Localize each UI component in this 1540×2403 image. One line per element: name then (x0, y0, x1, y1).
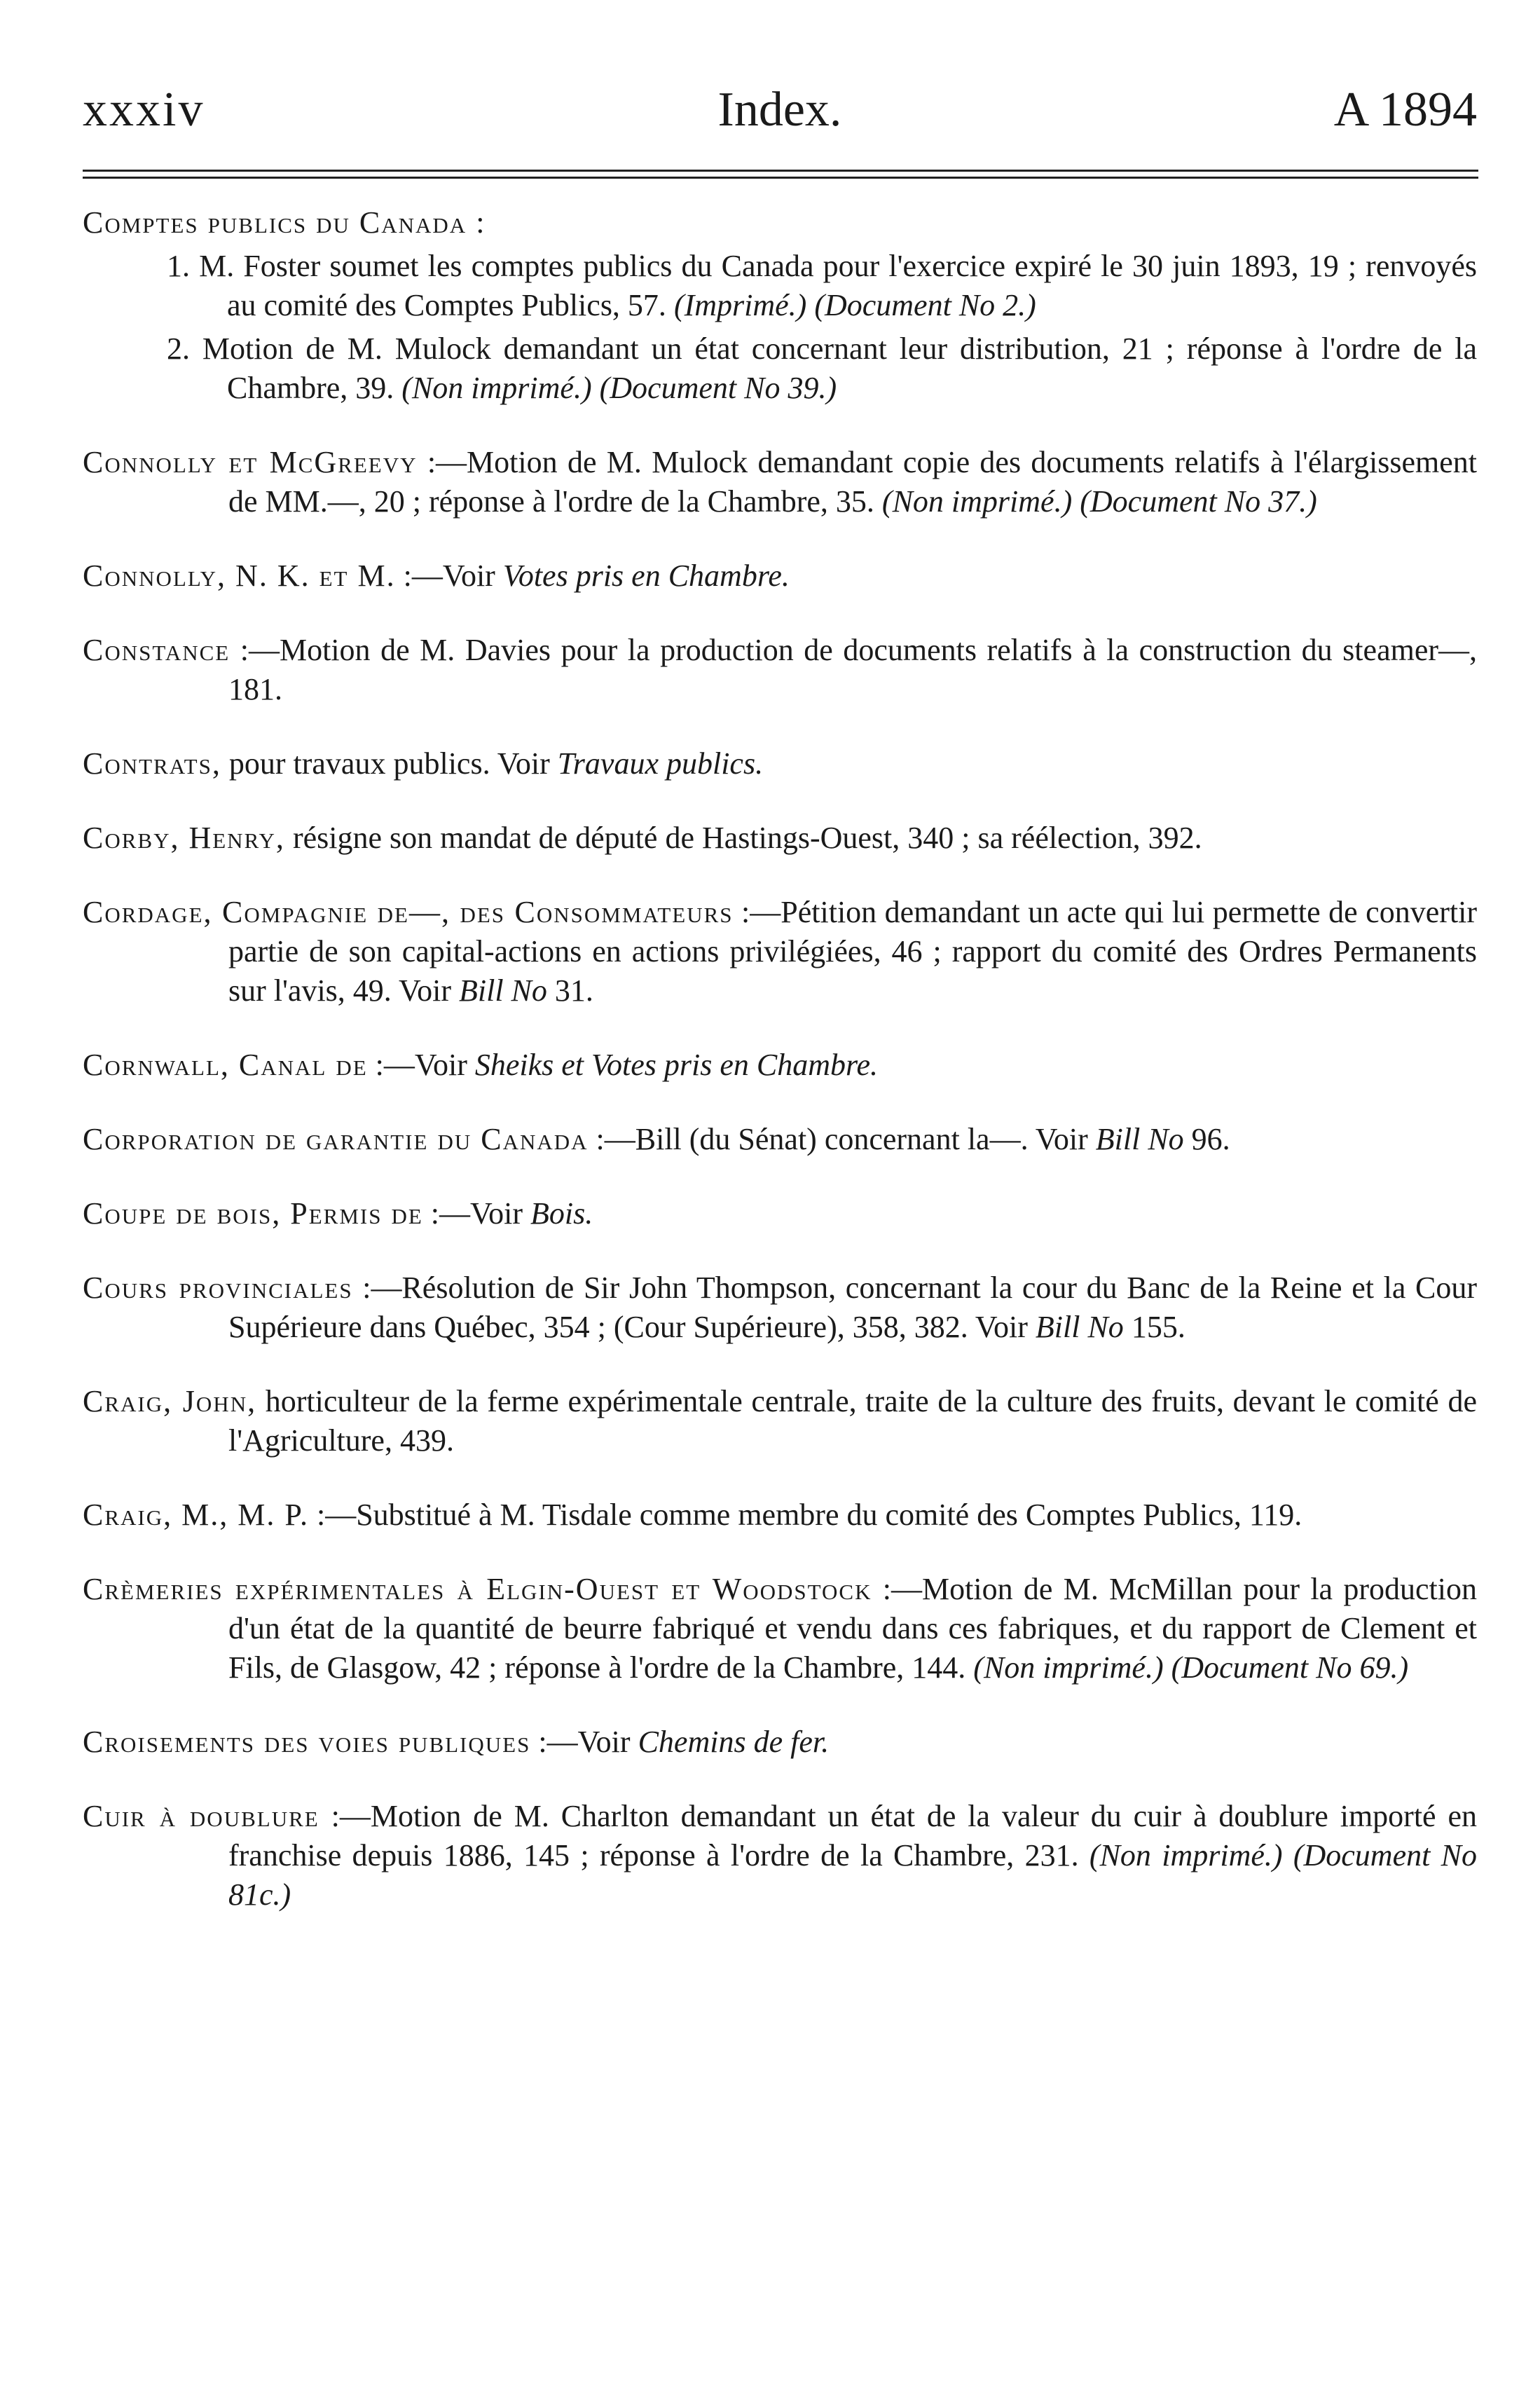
entry-head: Connolly et McGreevy (83, 445, 418, 479)
entry-status: (Non imprimé.) (973, 1650, 1164, 1685)
entry-head: Contrats, (83, 746, 221, 781)
entry-text: :—Voir (422, 1196, 531, 1231)
entry-head: Croisements des voies publiques (83, 1725, 531, 1759)
index-entry-craig-john (83, 1382, 1477, 1460)
entry-see: Bill No (1095, 1122, 1184, 1156)
index-entry-coupe-de-bois (83, 1194, 1477, 1233)
entry-after: 96. (1183, 1122, 1230, 1156)
entry-text: :—Résolution de Sir John Thompson, concernant la cour du Banc de la Reine et la Cour Supérieure dans Québec, 354 ; (Cour Supérieure), 358, 382. Voir (228, 1271, 1477, 1344)
entry-status: (Non imprimé.) (1089, 1838, 1283, 1873)
entry-text: :—Motion de M. Davies pour la production de documents relatifs à la construction du steamer—, 181. (228, 633, 1477, 706)
entry-document: (Document No 81c.) (228, 1838, 1477, 1912)
index-entry-constance (83, 631, 1477, 709)
entry-head: Cuir à doublure (83, 1799, 319, 1833)
entry-head: Coupe de bois, Permis de (83, 1196, 423, 1231)
sub-entry: 1. M. Foster soumet les comptes publics du Canada pour l'exercice expiré le 30 juin 1893, 19 ; renvoyés au comité des Comptes Publics, 57. (Imprimé.) (Document No 2.) (167, 249, 1478, 322)
index-entry-craig-m (83, 1495, 1477, 1535)
index-entry-comptes-publics (83, 203, 1477, 408)
entry-text: :—Voir (395, 559, 503, 593)
entry-head: Cornwall, Canal de (83, 1048, 368, 1082)
entry-see: Votes pris en Chambre. (502, 559, 790, 593)
entry-after: 31. (546, 973, 593, 1008)
entry-document: (Document No 69.) (1163, 1650, 1409, 1685)
entry-see: Chemins de fer. (638, 1725, 830, 1759)
entry-see: Bois. (530, 1196, 593, 1231)
entry-text: résigne son mandat de député de Hastings-Ouest, 340 ; sa réélection, 392. (284, 821, 1202, 855)
entry-head: Corporation de garantie du Canada (83, 1122, 589, 1156)
entry-text: :—Motion de M. Mulock demandant copie des documents relatifs à l'élargissement de MM.—, 20 ; réponse à l'ordre de la Chambre, 35. (228, 445, 1477, 519)
entry-head: Cours provinciales (83, 1271, 353, 1305)
sub-entry: 2. Motion de M. Mulock demandant un état concernant leur distribution, 21 ; réponse à l'ordre de la Chambre, 39. (Non imprimé.) (Document No 39.) (167, 331, 1478, 405)
entry-text: :—Bill (du Sénat) concernant la—. Voir (588, 1122, 1096, 1156)
index-entry-croisements (83, 1723, 1477, 1762)
index-entry-contrats (83, 744, 1477, 783)
entry-text: :—Substitué à M. Tisdale comme membre du comité des Comptes Publics, 119. (308, 1498, 1302, 1532)
header-rule-bottom (83, 177, 1478, 179)
header-rule-top (83, 170, 1478, 172)
index-entry-cours-provinciales (83, 1268, 1477, 1347)
index-entry-cordage (83, 893, 1477, 1011)
entry-after: 155. (1123, 1310, 1185, 1344)
entry-heading: Comptes publics du Canada : (83, 205, 486, 240)
page-title: Index. (717, 83, 842, 137)
page-year: A 1894 (1333, 83, 1477, 137)
index-entry-corporation (83, 1120, 1477, 1159)
entry-head: Cordage, Compagnie de—, des Consommateurs (83, 895, 734, 929)
entry-head: Craig, John, (83, 1384, 257, 1418)
entry-text: :—Motion de M. Charlton demandant un état de la valeur du cuir à doublure importé en franchise depuis 1886, 145 ; réponse à l'ordre de la Chambre, 231. (228, 1799, 1477, 1873)
index-entry-connolly-mcgreevy (83, 443, 1477, 521)
index-entry-corby (83, 819, 1477, 858)
entry-text: :—Voir (367, 1048, 475, 1082)
entry-text: :—Pétition demandant un acte qui lui permette de convertir partie de son capital-actions en actions privilégiées, 46 ; rapport du comité des Ordres Permanents sur l'avis, 49. Voir (228, 895, 1477, 1008)
entry-text: pour travaux publics. Voir (221, 746, 558, 781)
entry-text: :—Voir (530, 1725, 638, 1759)
entry-text: horticulteur de la ferme expérimentale centrale, traite de la culture des fruits, devant le comité de l'Agriculture, 439. (228, 1384, 1477, 1458)
entry-head: Constance (83, 633, 231, 667)
index-entry-cornwall (83, 1046, 1477, 1085)
entry-see: Bill No (1035, 1310, 1124, 1344)
entry-head: Connolly, N. K. et M. (83, 559, 396, 593)
entry-see: Sheiks et Votes pris en Chambre. (474, 1048, 879, 1082)
index-entries (83, 203, 1477, 1915)
entry-see: Travaux publics. (557, 746, 764, 781)
entry-head: Craig, M., M. P. (83, 1498, 309, 1532)
index-entry-cremeries (83, 1570, 1477, 1687)
entry-text: :—Motion de M. McMillan pour la production d'un état de la quantité de beurre fabriqué et vendu dans ces fabriques, et du rapport de Clement et Fils, de Glasgow, 42 ; réponse à l'ordre de la Chambre, 144. (228, 1572, 1477, 1685)
entry-head: Crèmeries expérimentales à Elgin-Ouest et Woodstock (83, 1572, 872, 1606)
page-number: xxxiv (83, 83, 205, 137)
index-entry-connolly-nk (83, 556, 1477, 596)
entry-see: Bill No (459, 973, 547, 1008)
page-header (83, 78, 1477, 142)
entry-status: (Non imprimé.) (881, 484, 1073, 519)
entry-head: Corby, Henry, (83, 821, 285, 855)
index-entry-cuir-a-doublure (83, 1797, 1477, 1915)
entry-document: (Document No 37.) (1072, 484, 1317, 519)
